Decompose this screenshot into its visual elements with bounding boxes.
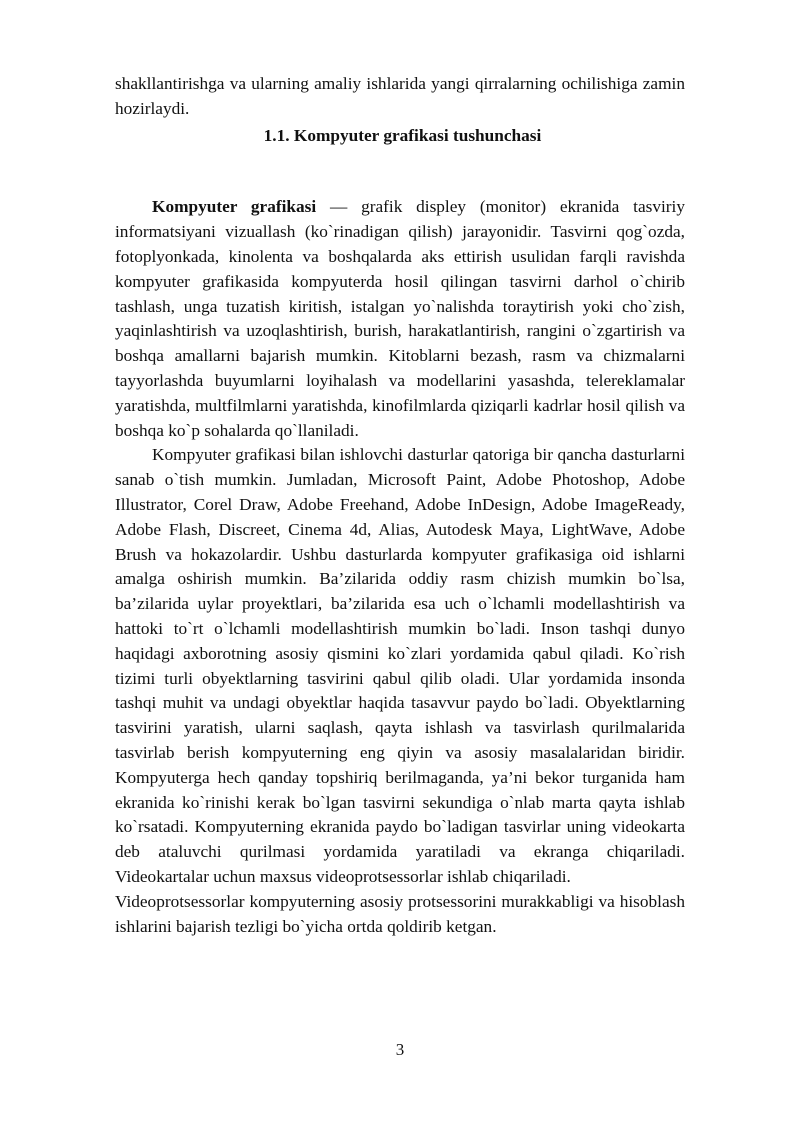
page-number: 3 — [395, 1040, 405, 1059]
intro-paragraph: shakllantirishga va ularning amaliy ishlarida yangi qirralarning ochilishiga zamin hozirlaydi. — [115, 74, 685, 118]
body-text — [115, 72, 685, 939]
paragraph-software: Kompyuter grafikasi bilan ishlovchi dasturlar qatoriga bir qancha dasturlarni sanab o`tish mumkin. Jumladan, Microsoft Paint, Adobe Photoshop, Adobe Illustrator, Corel Draw, Adobe Freehand, Adobe InDesign, Adobe ImageReady, Adobe Flash, Discreet, Cinema 4d, Alias, Autodesk Maya, LightWave, Adobe Brush va hokazolardir. Ushbu dasturlarda kompyuter grafikasiga oid ishlarni amalga oshirish mumkin. Ba’zilarida oddiy rasm chizish mumkin bo`lsa, ba’zilarida uylar proyektlari, ba’zilarida esa uch o`lchamli modellashtirish va hattoki to`rt o`lchamli modellashtirish mumkin bo`ladi. Inson tashqi dunyo haqidagi axborotning asosiy qismini ko`zlari yordamida qabul qiladi. Ko`rish tizimi turli obyektlarning tasvirini qabul qilib oladi. Ular yordamida insonda tashqi muhit va undagi obyektlar haqida tasavvur paydo bo`ladi. Obyektlarning tasvirini yaratish, ularni saqlash, qayta ishlash va tasvirlash qurilmalarida tasvirlab berish kompyuterning eng qiyin va asosiy masalalaridan biridir. Kompyuterga hech qanday topshiriq berilmaganda, ya’ni bekor turganida ham ekranida ko`rinishi kerak bo`lgan tasvirni sekundiga o`nlab marta qayta ishlab ko`rsatadi. Kompyuterning ekranida paydo bo`ladigan tasvirlar uning videokarta deb ataluvchi qurilmasi yordamida yaratiladi va ekranga chiqariladi. Videokartalar uchun maxsus videoprotsessorlar ishlab chiqariladi. — [115, 445, 685, 886]
defined-term: Kompyuter grafikasi — [152, 197, 317, 217]
definition-text: — grafik displey (monitor) ekranida tasviriy informatsiyani vizuallash (ko`rinadigan qilish) jarayonidir. Tasvirni qog`ozda, fotoplyonkada, kinolenta va boshqalarda aks ettirish usulidan farqli ravishda kompyuter grafikasida kompyuterda hosil qilingan tasvirni darhol o`chirib tashlash, unga tuzatish kiritish, istalgan yo`nalishda toraytirish yoki cho`zish, yaqinlashtirish va uzoqlashtirish, burish, harakatlantirish, rangini o`zgartirish va boshqa amallarni bajarish mumkin. Kitoblarni bezash, rasm va chizmalarni tayyorlashda buyumlarni loyihalash va modellarini yasashda, telereklamalar yaratishda, multfilmlarni yaratishda, kinofilmlarda qiziqarli kadrlar hosil qilish va boshqa ko`p sohalarda qo`llaniladi. — [115, 197, 685, 440]
paragraph-definition — [115, 195, 685, 443]
heading-spacer — [115, 148, 685, 195]
section-heading: 1.1. Kompyuter grafikasi tushunchasi — [263, 125, 542, 145]
paragraph-videoprocessors: Videoprotsessorlar kompyuterning asosiy protsessorini murakkabligi va hisoblash ishlarini bajarish tezligi bo`yicha ortda qoldirib ketgan. — [115, 891, 685, 936]
